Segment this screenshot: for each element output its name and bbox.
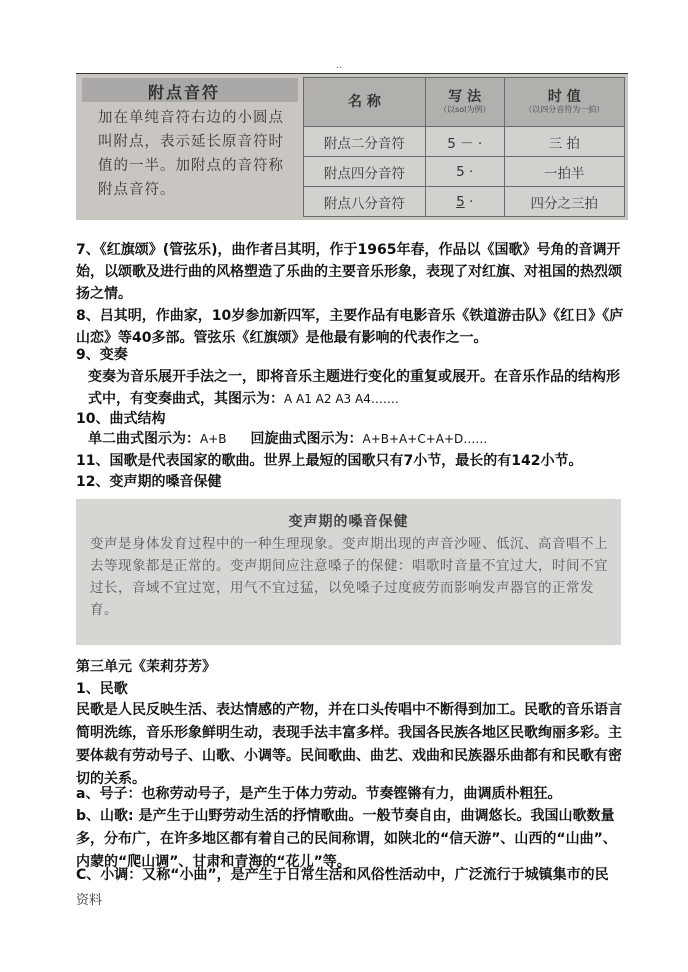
dotted-note-description: 加在单纯音符右边的小圆点叫附点，表示延长原音符时值的一半。加附点的音符称附点音符。 bbox=[98, 110, 284, 198]
item-8: 8、吕其明，作曲家，10岁参加新四军，主要作品有电影音乐《铁道游击队》《红日》《庐山恋》等40多部。管弦乐《红旗颂》是他最有影响的代表作之一。 bbox=[76, 308, 624, 346]
dotted-note-heading: 附点音符 bbox=[148, 83, 221, 102]
rondo-form-formula: A+B+A+C+A+D…… bbox=[362, 432, 488, 446]
header-name: 名 称 bbox=[304, 78, 426, 127]
voice-care-photo bbox=[76, 499, 621, 645]
footer-label: 资料 bbox=[76, 893, 103, 908]
binary-form-label: 单二曲式图示为： bbox=[88, 431, 200, 447]
item-10-body bbox=[76, 428, 640, 450]
cell-value: 四分之三拍 bbox=[504, 187, 624, 217]
header-notation: 写 法 （以sol为例） bbox=[425, 78, 504, 127]
item-11: 11、国歌是代表国家的歌曲。世界上最短的国歌只有7小节，最长的有142小节。 bbox=[76, 453, 583, 469]
cell-notation bbox=[425, 187, 504, 217]
page-header-mark: .. bbox=[336, 60, 343, 71]
rondo-form-label: 回旋曲式图示为： bbox=[250, 431, 363, 447]
unit-3-title: 第三单元《茉莉芬芳》 bbox=[76, 659, 216, 675]
cell-name: 附点二分音符 bbox=[304, 127, 426, 157]
header-value: 时 值 （以四分音符为一拍） bbox=[504, 78, 624, 127]
cell-value: 一拍半 bbox=[504, 157, 624, 187]
table-row bbox=[304, 187, 625, 217]
item-9-formula: A A1 A2 A3 A4……. bbox=[284, 392, 399, 406]
folk-song-title: 1、民歌 bbox=[76, 681, 128, 697]
cell-notation: 5 － · bbox=[425, 127, 504, 157]
item-9-body bbox=[76, 366, 628, 410]
work-song-item: a、号子：也称劳动号子，是产生于体力劳动。节奏铿锵有力，曲调质朴粗狂。 bbox=[76, 786, 562, 802]
table-row bbox=[304, 157, 625, 187]
folk-song-body: 民歌是人民反映生活、表达情感的产物，并在口头传唱中不断得到加工。民歌的音乐语言简明洗练，音乐形象鲜明生动，表现手法丰富多样。我国各民族各地区民歌绚丽多彩。主要体裁有劳动号子、山歌、小调等。民间歌曲、曲艺、戏曲和民族器乐曲都有和民歌有密切的关系。 bbox=[76, 702, 622, 787]
item-9-text: 变奏为音乐展开手法之一，即将音乐主题进行变化的重复或展开。在音乐作品的结构形式中，有变奏曲式，其图示为： bbox=[88, 369, 620, 407]
item-9-title: 9、变奏 bbox=[76, 347, 128, 363]
cell-value: 三 拍 bbox=[504, 127, 624, 157]
underlined-note: 5 bbox=[456, 193, 465, 210]
ditty-item: C、小调：又称“小曲”，是产生于日常生活和风俗性活动中，广泛流行于城镇集市的民 bbox=[76, 867, 609, 883]
item-12-title: 12、变声期的嗓音保健 bbox=[76, 474, 222, 490]
dot-suffix: · bbox=[464, 193, 474, 210]
table-header-row bbox=[304, 78, 625, 127]
dotted-note-heading-bar bbox=[82, 78, 298, 102]
dotted-note-photo bbox=[76, 74, 628, 220]
binary-form-formula: A+B bbox=[200, 432, 227, 446]
cell-notation: 5 · bbox=[425, 157, 504, 187]
table-row bbox=[304, 127, 625, 157]
dotted-note-table bbox=[303, 77, 625, 217]
cell-name: 附点四分音符 bbox=[304, 157, 426, 187]
item-10-title: 10、曲式结构 bbox=[76, 411, 166, 427]
item-7: 7、《红旗颂》(管弦乐)，曲作者吕其明，作于1965年春，作品以《国歌》号角的音调开始，以颂歌及进行曲的风格塑造了乐曲的主要音乐形象，表现了对红旗、对祖国的热烈颂扬之情。 bbox=[76, 242, 622, 302]
voice-care-title: 变声期的嗓音保健 bbox=[288, 514, 409, 530]
cell-name: 附点八分音符 bbox=[304, 187, 426, 217]
voice-care-text: 变声是身体发育过程中的一种生理现象。变声期出现的声音沙哑、低沉、高音唱不上去等现象都是正常的。变声期间应注意嗓子的保健：唱歌时音量不宜过大，时间不宜过长，音域不宜过宽，用气不宜过猛，以免嗓子过度疲劳而影响发声器官的正常发育。 bbox=[90, 536, 608, 618]
mountain-song-item: b、山歌: 是产生于山野劳动生活的抒情歌曲。一般节奏自由，曲调悠长。我国山歌数量多，分布广，在许多地区都有着自己的民间称谓，如陕北的“信天游”、山西的“山曲”、内蒙的“爬山调”、甘肃和青海的“花儿”等。 bbox=[76, 808, 617, 870]
